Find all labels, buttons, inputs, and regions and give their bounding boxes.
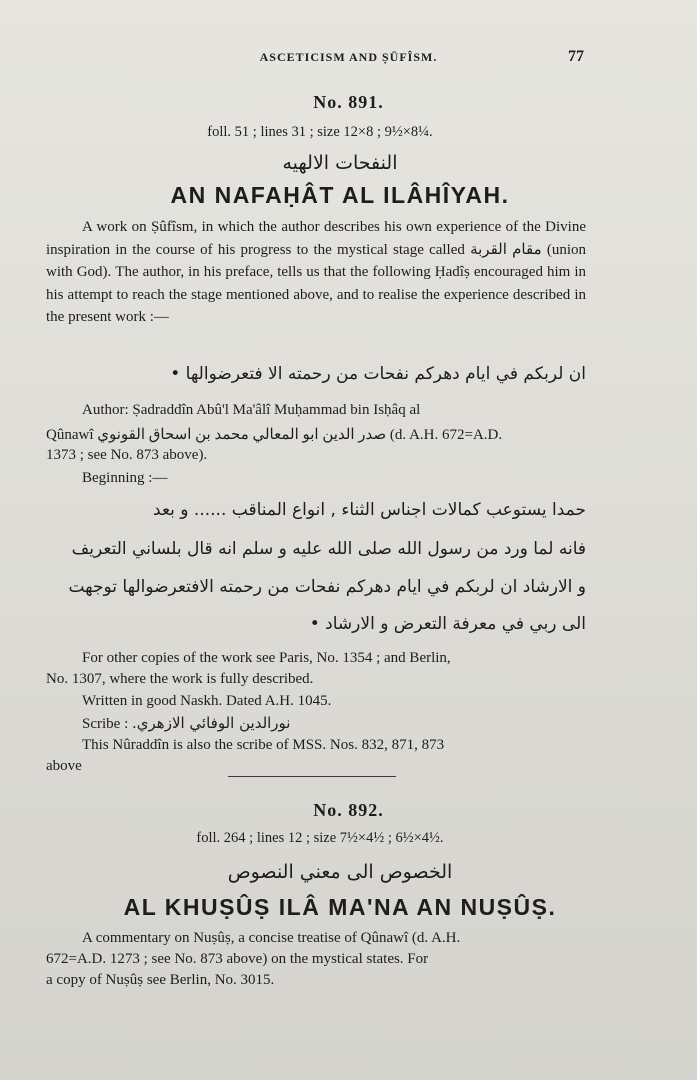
arabic-title: النفحات الالهيه (282, 152, 398, 174)
copies-line: No. 1307, where the work is fully described. (46, 671, 314, 687)
author-line: Author: Ṣadraddîn Abû'l Ma'âlî Muḥammad bin Isḥâq al (82, 402, 421, 418)
scribe-line (82, 714, 290, 733)
copies-line: For other copies of the work see Paris, No. 1354 ; and Berlin, (82, 650, 451, 666)
beginning-text-line: حمدا يستوعب كمالات اجناس الثناء , انواع المناقب ...... و بعد (153, 500, 586, 520)
description-line: A commentary on Nuṣûṣ, a concise treatise of Qûnawî (d. A.H. (82, 930, 461, 946)
author-line: 1373 ; see No. 873 above). (46, 447, 208, 463)
scribe-arabic: نورالدين الوفائي الازهري. (132, 714, 291, 732)
beginning-text-line: فانه لما ورد من رسول الله صلى الله عليه و سلم انه قال بلساني التعريف (71, 539, 586, 559)
note-line: This Nûraddîn is also the scribe of MSS. Nos. 832, 871, 873 (82, 737, 445, 753)
description-line: 672=A.D. 1273 ; see No. 873 above) on the mystical states. For (46, 951, 429, 967)
collation-line: foll. 264 ; lines 12 ; size 7½×4½ ; 6½×4½. (196, 830, 444, 846)
entry-number: No. 891. (313, 92, 384, 112)
section-divider (228, 776, 396, 777)
entry-title: AN NAFAḤÂT AL ILÂHÎYAH. (170, 182, 510, 208)
page-number: 77 (568, 48, 584, 65)
entry-number: No. 892. (313, 800, 384, 820)
running-head: ASCETICISM AND ṢŪFÎSM. (259, 50, 438, 64)
author-line: Qûnawî صدر الدين ابو المعالي محمد بن اسحاق القونوي (d. A.H. 672=A.D. (46, 427, 503, 443)
collation-line: foll. 51 ; lines 31 ; size 12×8 ; 9½×8¼. (207, 124, 433, 140)
scribe-label: Scribe : (82, 716, 129, 732)
note-line: above (46, 758, 82, 774)
description-line: a copy of Nuṣûṣ see Berlin, No. 3015. (46, 972, 275, 988)
beginning-text-line: الى ربي في معرفة التعرض و الارشاد • (309, 614, 586, 634)
entry-title: AL KHUṢÛṢ ILÂ MA'NA AN NUṢÛṢ. (123, 894, 557, 920)
hadith-quote: ان لربكم في ايام دهركم نفحات من رحمته الا فتعرضوالها • (170, 364, 586, 384)
description-paragraph: A work on Ṣûfîsm, in which the author describes his own experience of the Divine inspiration in the course of his progress to the mystical stage called مقام القربة (union with God). The author, in his preface, tells us that the following Ḥadîṣ encouraged him in his attempt to reach the stage mentioned above, and to realise the experience described in the present work :— (46, 219, 586, 325)
beginning-label: Beginning :— (82, 470, 168, 486)
written-line: Written in good Naskh. Dated A.H. 1045. (82, 693, 332, 709)
beginning-text-line: و الارشاد ان لربكم في ايام دهركم نفحات من رحمته الافتعرضوالها توجهت (68, 577, 586, 597)
arabic-title: الخصوص الى معني النصوص (227, 861, 453, 883)
